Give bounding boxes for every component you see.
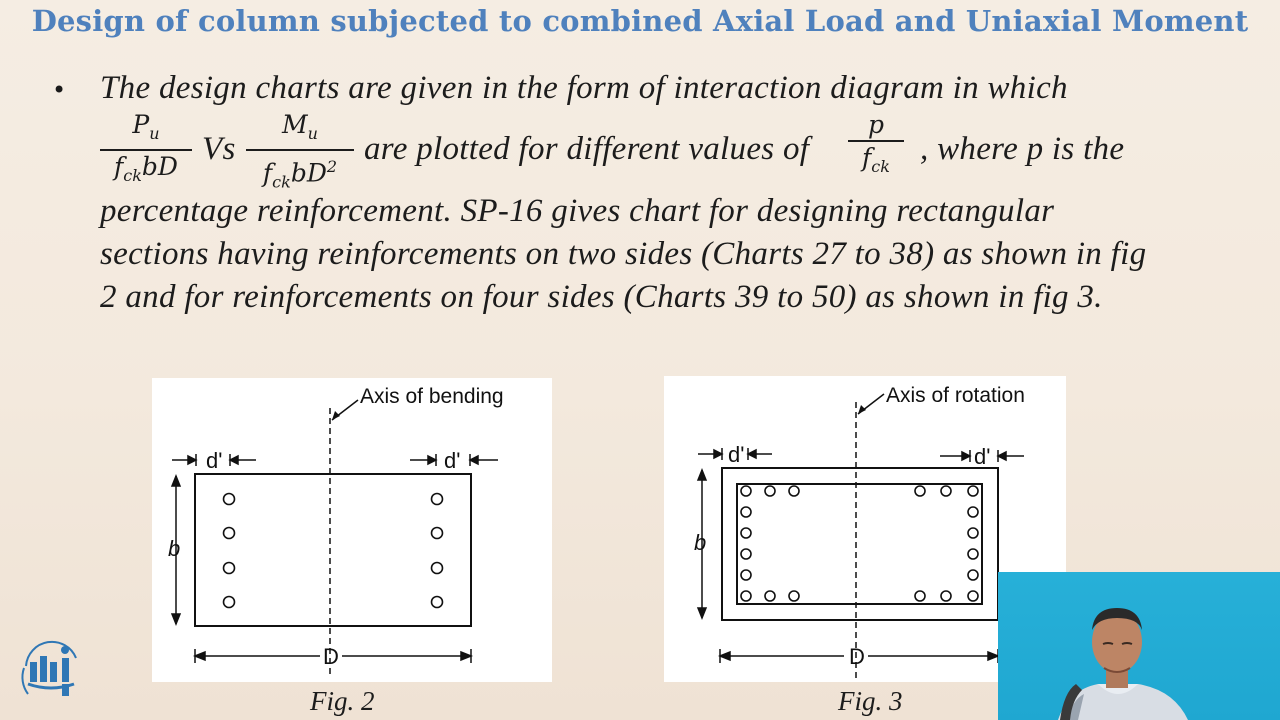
D-label: D <box>849 644 865 669</box>
text-line-3: percentage reinforcement. SP-16 gives chart for designing rectangular <box>100 193 1055 229</box>
figure-2-panel <box>152 378 552 682</box>
fraction-pu: $P_u$ $f_{ck}bD$ <box>98 110 194 192</box>
presenter-figure <box>998 572 1280 720</box>
axis-label: Axis of rotation <box>886 384 1025 407</box>
slide-title: Design of column subjected to combined Axial Load and Uniaxial Moment <box>31 4 1249 38</box>
column-section <box>195 474 471 626</box>
reinforcement-bars <box>224 494 443 608</box>
vs-text: Vs <box>202 131 236 167</box>
stirrup <box>737 484 982 604</box>
d-prime-left-label: d' <box>206 448 223 473</box>
b-label: b <box>168 536 181 561</box>
b-label: b <box>694 530 707 555</box>
reinforcement-bars <box>741 486 978 601</box>
figure-2-caption: Fig. 2 <box>310 686 375 716</box>
D-label: D <box>323 644 339 669</box>
axis-leader-arrow <box>332 411 340 420</box>
presenter-video <box>998 572 1280 720</box>
d-prime-left-label: d' <box>728 442 745 467</box>
axis-label: Axis of bending <box>360 385 504 408</box>
fraction-p: p $f_{ck}$ <box>846 110 906 183</box>
text-line-4: sections having reinforcements on two sides (Charts 27 to 38) as shown in fig <box>100 236 1147 272</box>
column-section <box>722 468 998 620</box>
fraction-mu: $M_u$ $f_{ck}bD^2$ <box>244 110 356 198</box>
text-line-5: 2 and for reinforcements on four sides (Charts 39 to 50) as shown in fig 3. <box>100 279 1103 315</box>
axis-leader-arrow <box>858 405 866 414</box>
bullet-marker: • <box>52 76 67 104</box>
figure-3-caption: Fig. 3 <box>838 686 903 716</box>
text-line-2-middle: are plotted for different values of <box>364 131 810 167</box>
d-prime-right-label: d' <box>444 448 461 473</box>
text-line-2-tail: , where p is the <box>920 131 1125 167</box>
text-line-1: The design charts are given in the form of interaction diagram in which <box>100 70 1068 106</box>
institute-logo <box>18 628 84 700</box>
d-prime-right-label: d' <box>974 444 991 469</box>
figure-2-diagram <box>152 378 552 682</box>
